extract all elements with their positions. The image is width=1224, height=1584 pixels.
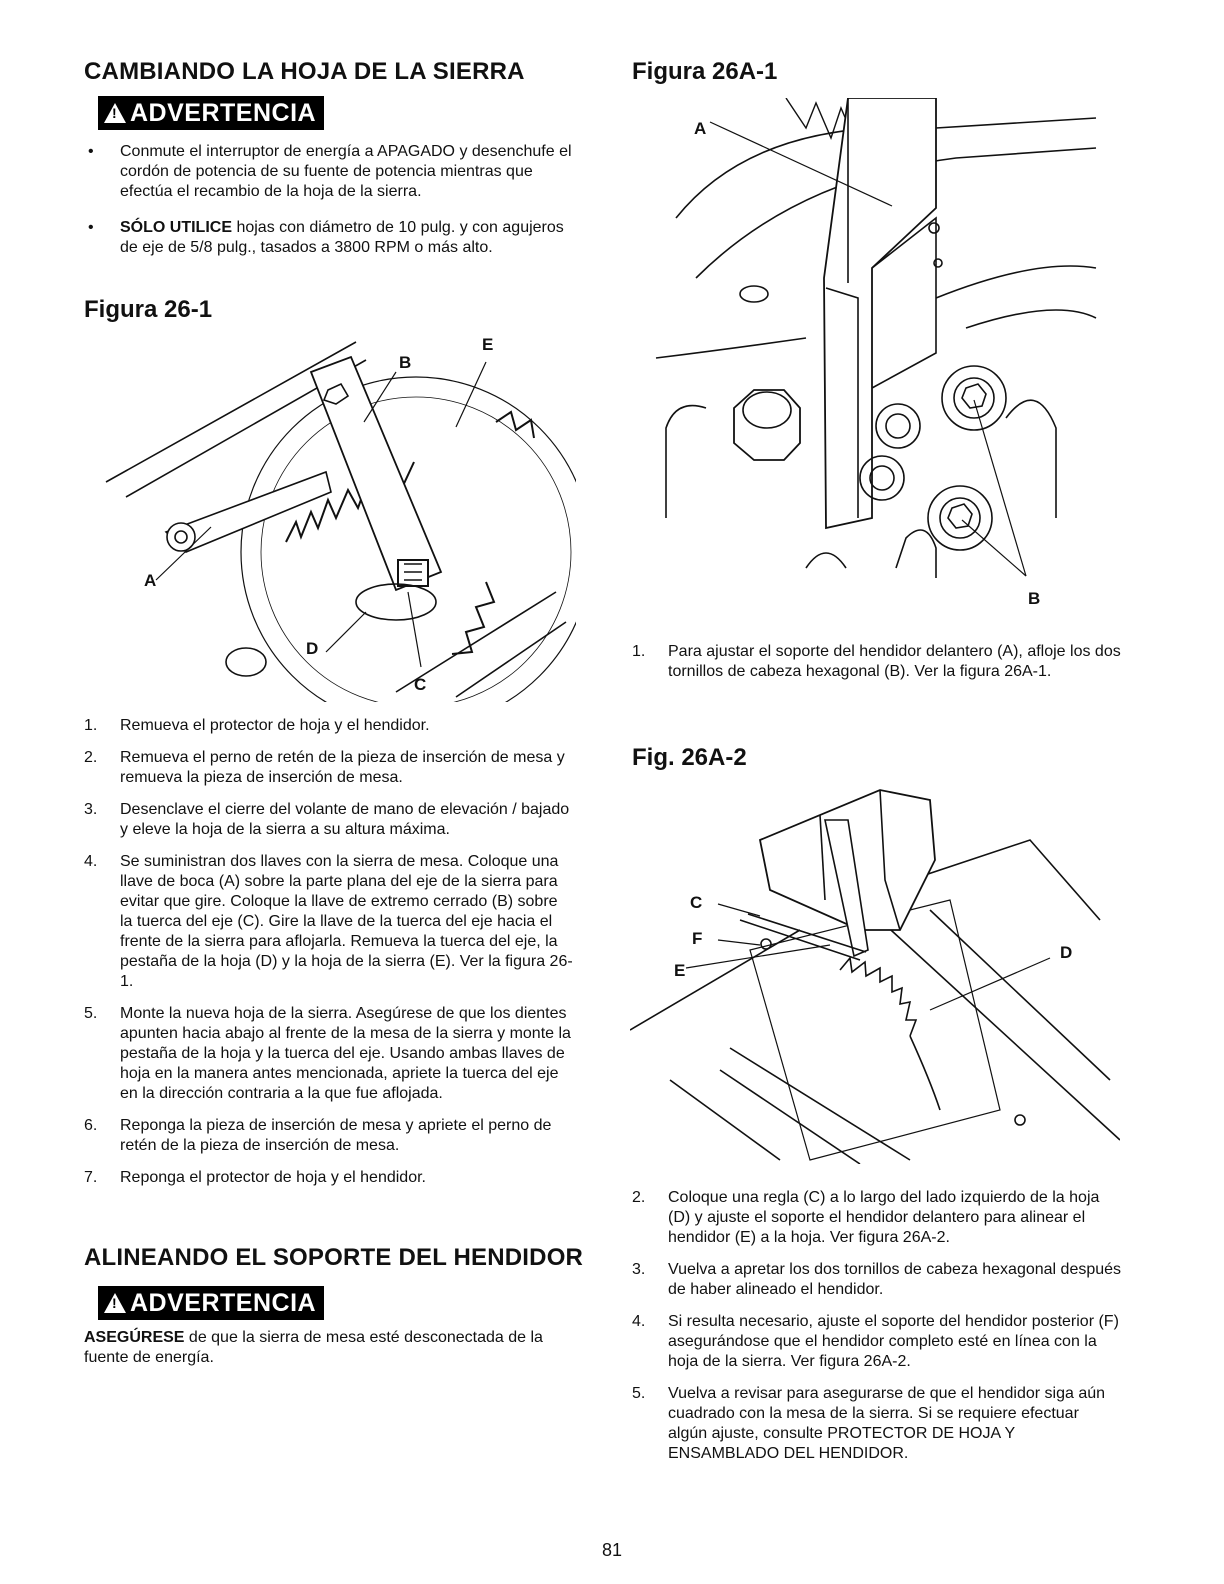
callout-c: C — [414, 675, 427, 694]
callout-a: A — [144, 571, 157, 590]
step-item: 5. Monte la nueva hoja de la sierra. Asegúrese de que los dientes apunten hacia abajo al frente de la mesa de la sierra y monte la pestaña de la hoja y la tuerca del eje. Usando ambas llaves de hoja en la manera antes mencionada, apriete la tuerca del eje en la dirección contraria a la que fue aflojada. — [84, 1005, 571, 1102]
step-item: 3. Desenclave el cierre del volante de mano de elevación / bajado y eleve la hoja de la sierra a su altura máxima. — [84, 801, 570, 838]
figure-title: Fig. 26A-2 — [632, 744, 747, 771]
step-item: 4. Se suministran dos llaves con la sierra de mesa. Coloque una llave de boca (A) sobre la parte plana del eje de la sierra para evitar que gire. Coloque la llave de extremo cerrado (B) sobre la tuerca del eje (C). Gire la llave de la tuerca del eje hacia el frente de la sierra para aflojarla. Remueva la tuerca del eje, la pestaña de la hoja (D) y la hoja de la sierra (E). Ver la figura 26-1. — [84, 853, 573, 990]
step-item: 1. Para ajustar el soporte del hendidor delantero (A), afloje los dos tornillos de cabeza hexagonal (B). Ver la figura 26A-1. — [632, 643, 1121, 680]
warning-label: ADVERTENCIA — [130, 1289, 317, 1317]
riving-alignment-steps — [632, 1188, 1122, 1476]
callout-d: D — [306, 639, 319, 658]
figure-title: Figura 26A-1 — [632, 58, 778, 85]
step-item: 3. Vuelva a apretar los dos tornillos de cabeza hexagonal después de haber alineado el hendidor. — [632, 1261, 1122, 1298]
riving-alignment-step-1 — [632, 642, 1122, 694]
warning-paragraph: ASEGÚRESE de que la sierra de mesa esté desconectada de la fuente de energía. — [84, 1329, 543, 1366]
figure-26a-2-illustration — [630, 780, 1120, 1164]
callout-c: C — [690, 893, 703, 912]
page-number: 81 — [601, 1540, 623, 1560]
step-item: 1. Remueva el protector de hoja y el hendidor. — [84, 717, 430, 734]
section-title-changing-blade: CAMBIANDO LA HOJA DE LA SIERRA — [84, 58, 525, 85]
callout-e: E — [674, 961, 686, 980]
warning-triangle-icon — [104, 103, 126, 123]
callout-b: B — [399, 353, 412, 372]
warning-banner — [98, 1286, 324, 1320]
step-item: 2. Remueva el perno de retén de la pieza de inserción de mesa y remueva la pieza de inserción de mesa. — [84, 749, 565, 786]
step-item: 4. Si resulta necesario, ajuste el soporte del hendidor posterior (F) asegurándose que el hendidor completo esté en línea con la hoja de la sierra. Ver figura 26A-2. — [632, 1313, 1119, 1370]
bullet-item: • SÓLO UTILICE hojas con diámetro de 10 pulg. y con agujeros de eje de 5/8 pulg., tasados a 3800 RPM o más alto. — [84, 218, 574, 258]
figure-26-1-illustration — [96, 332, 576, 702]
callout-e: E — [482, 335, 494, 354]
step-item: 5. Vuelva a revisar para asegurarse de que el hendidor siga aún cuadrado con la mesa de la sierra. Si se requiere efectuar algún ajuste, consulte PROTECTOR DE HOJA Y ENSAMBLADO DEL HENDIDOR. — [632, 1385, 1106, 1462]
callout-d: D — [1060, 943, 1073, 962]
step-item: 2. Coloque una regla (C) a lo largo del lado izquierdo de la hoja (D) y ajuste el soporte el hendidor delantero para alinear el hendidor (E) a la hoja. Ver figura 26A-2. — [632, 1189, 1100, 1246]
section-title-aligning-riving-support: ALINEANDO EL SOPORTE DEL HENDIDOR — [84, 1244, 584, 1271]
callout-f: F — [692, 929, 703, 948]
figure-title: Figura 26-1 — [84, 296, 213, 323]
warning-banner — [98, 96, 324, 130]
warning-bullets — [84, 142, 574, 274]
step-item: 6. Reponga la pieza de inserción de mesa y apriete el perno de retén de la pieza de inserción de mesa. — [84, 1117, 552, 1154]
warning-label: ADVERTENCIA — [130, 99, 317, 127]
figure-26a-1-illustration — [636, 98, 1106, 616]
blade-change-steps — [84, 716, 574, 1200]
bullet-item: • Conmute el interruptor de energía a APAGADO y desenchufe el cordón de potencia de su fuente de potencia mientras que efectúa el recambio de la hoja de la sierra. — [84, 142, 574, 202]
callout-a: A — [694, 119, 707, 138]
callout-b: B — [1028, 589, 1041, 608]
step-item: 7. Reponga el protector de hoja y el hendidor. — [84, 1169, 426, 1186]
warning-triangle-icon — [104, 1293, 126, 1313]
